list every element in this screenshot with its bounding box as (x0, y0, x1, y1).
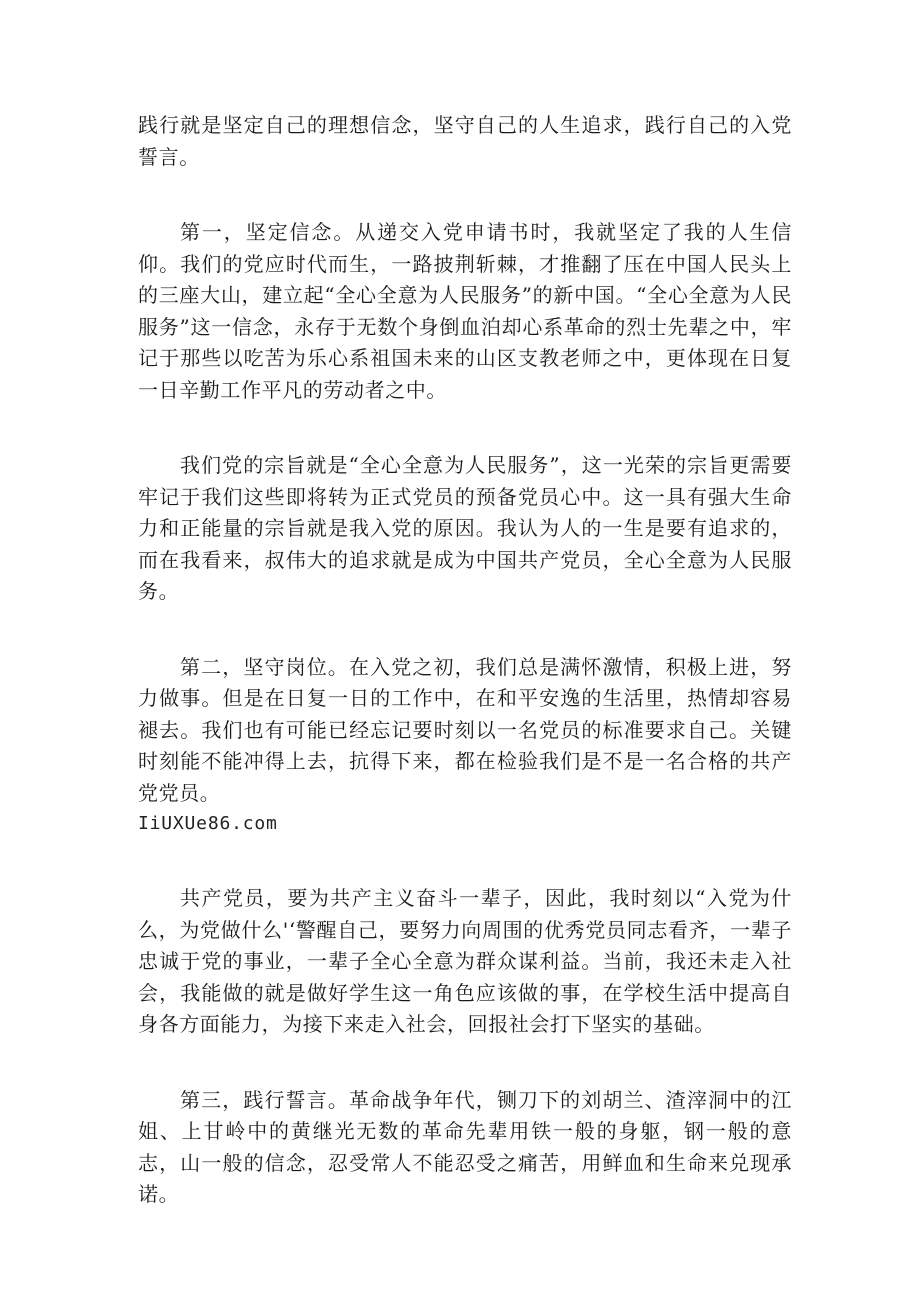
watermark-text: IiUXUe86.com (138, 813, 278, 834)
paragraph-third-point: 第三，践行誓言。革命战争年代，铡刀下的刘胡兰、渣滓洞中的江姐、上甘岭中的黄继光无数的革命先辈用铁一般的身躯，钢一般的意志，山一般的信念，忍受常人不能忍受之痛苦，用鲜血和生命来兑现承诺。 (138, 1087, 792, 1206)
document-page (138, 110, 792, 1255)
paragraph-first-point: 第一，坚定信念。从递交入党申请书时，我就坚定了我的人生信仰。我们的党应时代而生，一路披荆斩棘，才推翻了压在中国人民头上的三座大山，建立起“全心全意为人民服务”的新中国。“全心全意为人民服务”这一信念，永存于无数个身倒血泊却心系革命的烈士先辈之中，牢记于那些以吃苦为乐心系祖国未来的山区支教老师之中，更体现在日复一日辛勤工作平凡的劳动者之中。 (138, 220, 792, 402)
paragraph-intro: 践行就是坚定自己的理想信念，坚守自己的人生追求，践行自己的入党誓言。 (138, 113, 792, 169)
paragraph-party-purpose: 我们党的宗旨就是“全心全意为人民服务”，这一光荣的宗旨更需要牢记于我们这些即将转为正式党员的预备党员心中。这一具有强大生命力和正能量的宗旨就是我入党的原因。我认为人的一生是要有追求的，而在我看来，叔伟大的追求就是成为中国共产党员，全心全意为人民服务。 (138, 453, 792, 603)
paragraph-communist-member: 共产党员，要为共产主义奋斗一辈子，因此，我时刻以“入党为什么，为党做什么'‘警醒自己，要努力向周围的优秀党员同志看齐，一辈子忠诚于党的事业，一辈子全心全意为群众谋利益。当前，我还未走入社会，我能做的就是做好学生这一角色应该做的事，在学校生活中提高自身各方面能力，为接下来走入社会，回报社会打下坚实的基础。 (138, 886, 792, 1036)
paragraph-second-point: 第二，坚守岗位。在入党之初，我们总是满怀激情，积极上进，努力做事。但是在日复一日的工作中，在和平安逸的生活里，热情却容易褪去。我们也有可能已经忘记要时刻以一名党员的标准要求自己。关键时刻能不能冲得上去，抗得下来，都在检验我们是不是一名合格的共产党党员。 (138, 654, 792, 805)
